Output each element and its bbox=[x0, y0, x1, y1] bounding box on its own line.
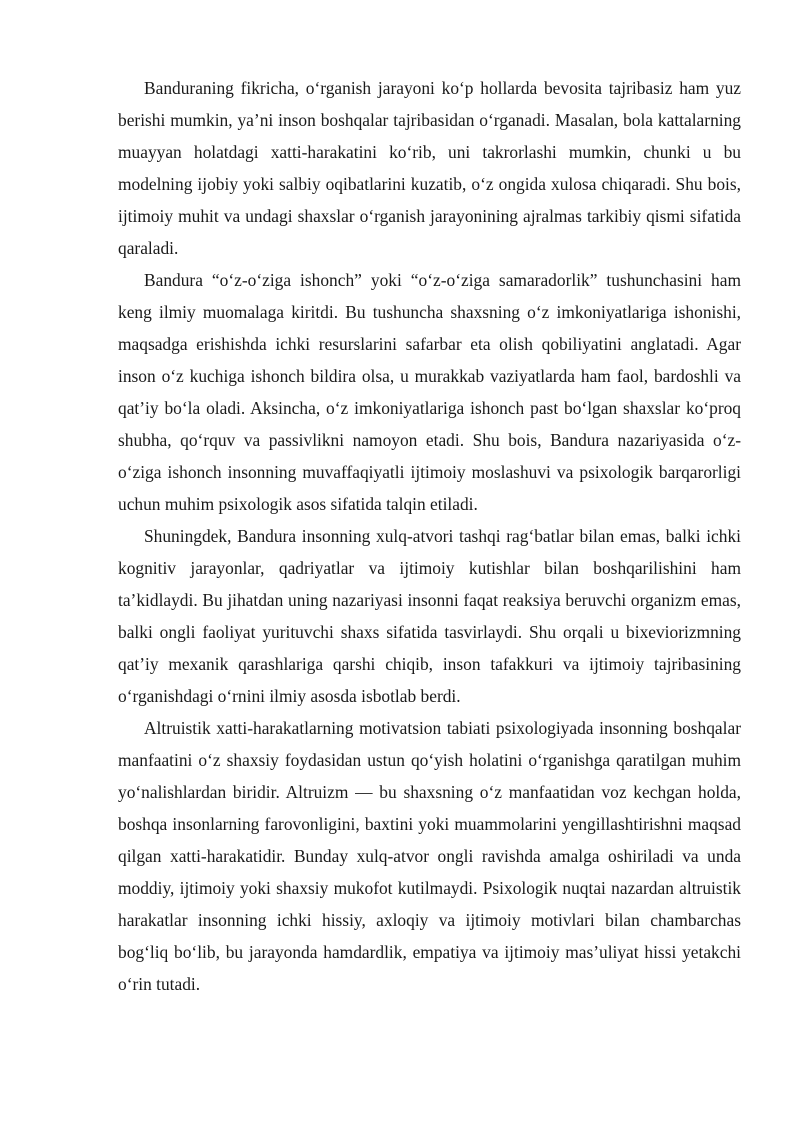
paragraph-3: Shuningdek, Bandura insonning xulq-atvori tashqi rag‘batlar bilan emas, balki ichki kognitiv jarayonlar, qadriyatlar va ijtimoiy kutishlar bilan boshqarilishini ham ta’kidlaydi. Bu jihatdan uning nazariyasi insonni faqat reaksiya beruvchi organizm emas, balki ongli faoliyat yurituvchi shaxs sifatida tasvirlaydi. Shu orqali u bixeviorizmning qat’iy mexanik qarashlariga qarshi chiqib, inson tafakkuri va ijtimoiy tajribasining o‘rganishdagi o‘rnini ilmiy asosda isbotlab berdi. bbox=[118, 526, 741, 706]
paragraph-2: Bandura “o‘z-o‘ziga ishonch” yoki “o‘z-o‘ziga samaradorlik” tushunchasini ham keng ilmiy muomalaga kiritdi. Bu tushuncha shaxsning o‘z imkoniyatlariga ishonishi, maqsadga erishishda ichki resurslarini safarbar eta olish qobiliyatini anglatadi. Agar inson o‘z kuchiga ishonch bildira olsa, u murakkab vaziyatlarda ham faol, bardoshli va qat’iy bo‘la oladi. Aksincha, o‘z imkoniyatlariga ishonch past bo‘lgan shaxslar ko‘proq shubha, qo‘rquv va passivlikni namoyon etadi. Shu bois, Bandura nazariyasida o‘z-o‘ziga ishonch insonning muvaffaqiyatli ijtimoiy moslashuvi va psixologik barqarorligi uchun muhim psixologik asos sifatida talqin etiladi. bbox=[118, 270, 741, 514]
document-page bbox=[118, 72, 741, 1000]
paragraph-1: Banduraning fikricha, o‘rganish jarayoni ko‘p hollarda bevosita tajribasiz ham yuz berishi mumkin, ya’ni inson boshqalar tajribasidan o‘rganadi. Masalan, bola kattalarning muayyan holatdagi xatti-harakatini ko‘rib, uni takrorlashi mumkin, chunki u bu modelning ijobiy yoki salbiy oqibatlarini kuzatib, o‘z ongida xulosa chiqaradi. Shu bois, ijtimoiy muhit va undagi shaxslar o‘rganish jarayonining ajralmas tarkibiy qismi sifatida qaraladi. bbox=[118, 78, 741, 258]
paragraph-4: Altruistik xatti-harakatlarning motivatsion tabiati psixologiyada insonning boshqalar manfaatini o‘z shaxsiy foydasidan ustun qo‘yish holatini o‘rganishga qaratilgan muhim yo‘nalishlardan biridir. Altruizm — bu shaxsning o‘z manfaatidan voz kechgan holda, boshqa insonlarning farovonligini, baxtini yoki muammolarini yengillashtirishni maqsad qilgan xatti-harakatidir. Bunday xulq-atvor ongli ravishda amalga oshiriladi va unda moddiy, ijtimoiy yoki shaxsiy mukofot kutilmaydi. Psixologik nuqtai nazardan altruistik harakatlar insonning ichki hissiy, axloqiy va ijtimoiy motivlari bilan chambarchas bog‘liq bo‘lib, bu jarayonda hamdardlik, empatiya va ijtimoiy mas’uliyat hissi yetakchi o‘rin tutadi. bbox=[118, 718, 741, 994]
